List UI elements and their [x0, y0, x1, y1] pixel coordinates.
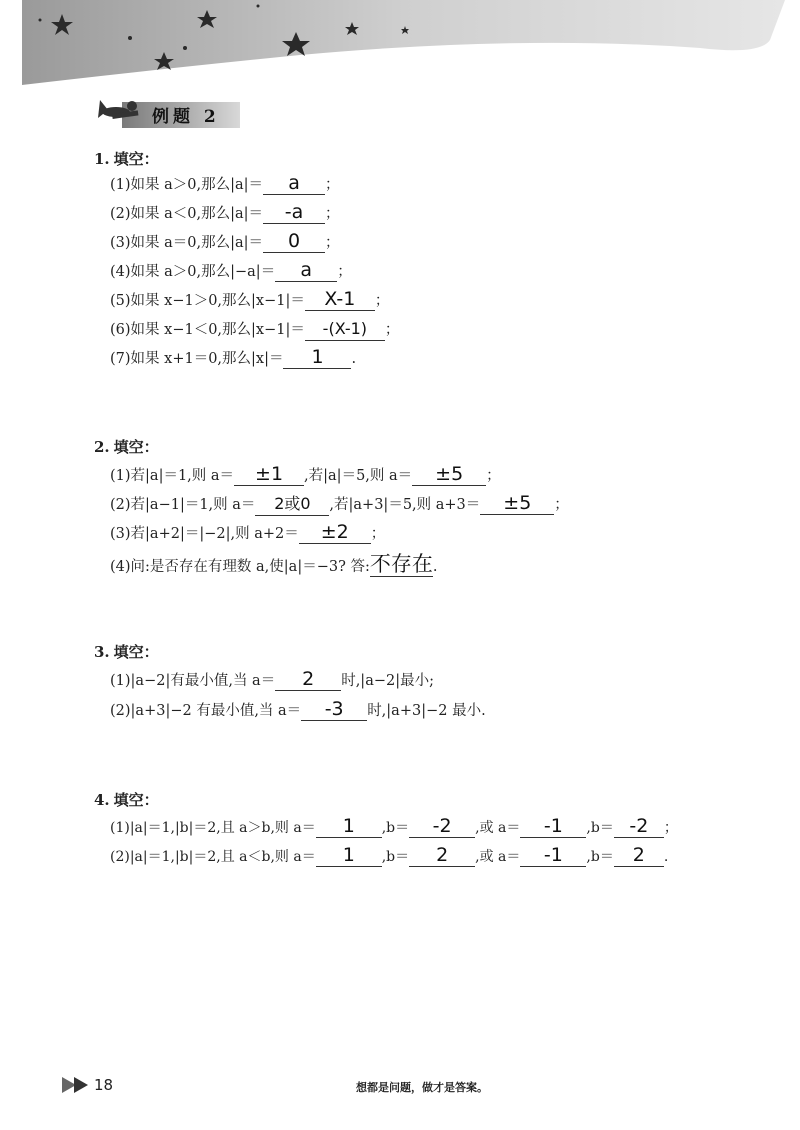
q1-item-3: (3)如果 a＝0,那么|a|＝ 0 ； [110, 230, 340, 252]
q1-item-4: (4)如果 a＞0,那么|−a|＝ a ； [110, 259, 352, 281]
header-banner [0, 0, 800, 90]
handwritten-answer[interactable]: 不存在 [369, 552, 433, 576]
q2-item-4: (4)问:是否存在有理数 a,使|a|＝−3? 答:不存在. [110, 552, 438, 576]
q4-item-1: (1)|a|＝1,|b|＝2,且 a＞b,则 a＝ 1 ,b＝ -2 ,或 a＝ -1 ,b＝ -2 ； [110, 815, 678, 837]
question-title: 填空： [113, 643, 159, 661]
answer-blank[interactable]: 1 [316, 846, 382, 867]
footer-slogan: 想都是问题，做才是答案。 [356, 1081, 488, 1094]
q1-item-2: (2)如果 a＜0,那么|a|＝ -a ； [110, 201, 340, 223]
q1-item-7: (7)如果 x+1＝0,那么|x|＝ 1 . [110, 346, 357, 368]
q2-item-1: (1)若|a|＝1,则 a＝ ±1 ,若|a|＝5,则 a＝ ±5 ； [110, 463, 501, 485]
q3-item-2: (2)|a+3|−2 有最小值,当 a＝ -3 时,|a+3|−2 最小. [110, 698, 486, 720]
q1-item-6: (6)如果 x−1＜0,那么|x−1|＝ -(X-1) ； [110, 319, 399, 341]
answer-blank[interactable]: a [275, 261, 337, 282]
answer-blank[interactable]: 2或0 [255, 495, 329, 516]
answer-blank[interactable]: -1 [520, 817, 586, 838]
answer-blank[interactable]: -2 [409, 817, 475, 838]
q3-item-1: (1)|a−2|有最小值,当 a＝ 2 时,|a−2|最小; [110, 668, 434, 690]
q1-item-5: (5)如果 x−1＞0,那么|x−1|＝ X-1 ； [110, 288, 390, 310]
answer-blank[interactable]: -a [263, 203, 325, 224]
answer-blank[interactable]: -(X-1) [305, 320, 385, 341]
answer-blank[interactable]: -1 [520, 846, 586, 867]
question-2-title [94, 436, 159, 457]
q1-item-1: (1)如果 a＞0,那么|a|＝ a ； [110, 172, 340, 194]
question-number: 2. [94, 438, 110, 456]
question-1-title [94, 148, 159, 169]
answer-blank[interactable]: 1 [283, 348, 351, 369]
question-title: 填空： [113, 438, 159, 456]
question-4-title [94, 789, 159, 810]
example-label: 例题 2 [152, 107, 220, 127]
question-number: 4. [94, 791, 110, 809]
question-title: 填空： [113, 150, 159, 168]
answer-blank[interactable]: ±5 [480, 494, 554, 515]
answer-blank[interactable]: 2 [409, 846, 475, 867]
q4-item-2: (2)|a|＝1,|b|＝2,且 a＜b,则 a＝ 1 ,b＝ 2 ,或 a＝ -1 ,b＝ 2 . [110, 844, 669, 866]
answer-blank[interactable]: 1 [316, 817, 382, 838]
question-title: 填空： [113, 791, 159, 809]
answer-blank[interactable]: X-1 [305, 290, 375, 311]
answer-blank[interactable]: ±1 [234, 465, 304, 486]
page-number: 18 [94, 1076, 114, 1094]
answer-blank[interactable]: 2 [275, 670, 341, 691]
answer-blank[interactable]: -3 [301, 700, 367, 721]
answer-blank[interactable]: ±5 [412, 465, 486, 486]
question-number: 1. [94, 150, 110, 168]
answer-blank[interactable]: ±2 [299, 523, 371, 544]
answer-blank[interactable]: -2 [614, 817, 664, 838]
answer-blank[interactable]: 0 [263, 232, 325, 253]
answer-blank[interactable]: 2 [614, 846, 664, 867]
question-3-title [94, 641, 159, 662]
q2-item-2: (2)若|a−1|＝1,则 a＝ 2或0 ,若|a+3|＝5,则 a+3＝ ±5 ； [110, 492, 569, 514]
chevron-right-icon [74, 1077, 88, 1093]
answer-blank[interactable]: a [263, 174, 325, 195]
q2-item-3: (3)若|a+2|＝|−2|,则 a+2＝ ±2 ； [110, 521, 386, 543]
question-number: 3. [94, 643, 110, 661]
